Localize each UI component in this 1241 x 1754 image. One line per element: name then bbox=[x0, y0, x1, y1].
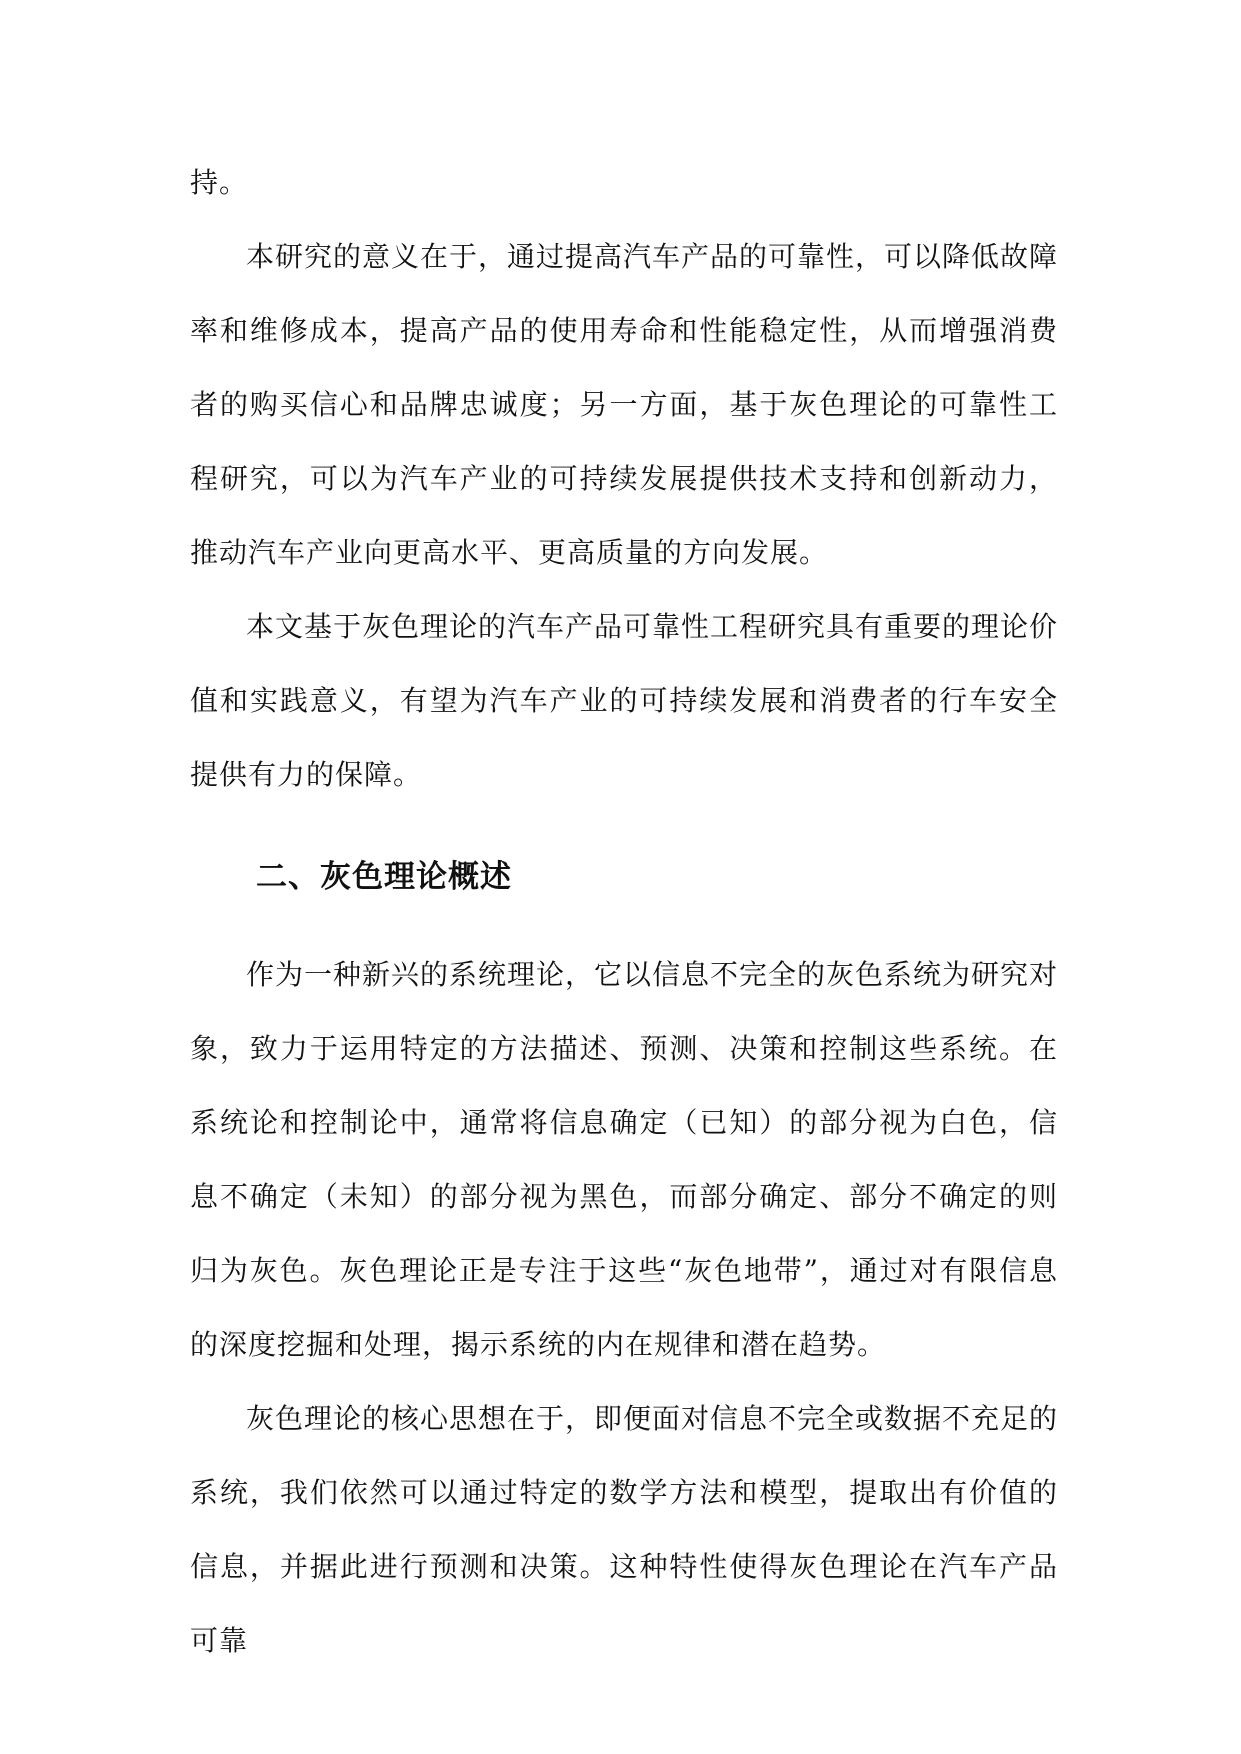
section-heading: 二、灰色理论概述 bbox=[256, 859, 512, 895]
paragraph-value: 本文基于灰色理论的汽车产品可靠性工程研究具有重要的理论价值和实践意义，有望为汽车产业的可持续发展和消费者的行车安全提供有力的保障。 bbox=[190, 610, 1059, 791]
paragraph-significance: 本研究的意义在于，通过提高汽车产品的可靠性，可以降低故障率和维修成本，提高产品的使用寿命和性能稳定性，从而增强消费者的购买信心和品牌忠诚度；另一方面，基于灰色理论的可靠性工程研究，可以为汽车产业的可持续发展提供技术支持和创新动力，推动汽车产业向更高水平、更高质量的方向发展。 bbox=[190, 240, 1059, 569]
paragraph-continuation: 持。 bbox=[190, 166, 249, 199]
paragraph-grey-theory-intro: 作为一种新兴的系统理论，它以信息不完全的灰色系统为研究对象，致力于运用特定的方法描述、预测、决策和控制这些系统。在系统论和控制论中，通常将信息确定（已知）的部分视为白色，信息不确定（未知）的部分视为黑色，而部分确定、部分不确定的则归为灰色。灰色理论正是专注于这些“灰色地带”，通过对有限信息的深度挖掘和处理，揭示系统的内在规律和潜在趋势。 bbox=[190, 958, 1059, 1361]
paragraph-grey-theory-core: 灰色理论的核心思想在于，即便面对信息不完全或数据不充足的系统，我们依然可以通过特定的数学方法和模型，提取出有价值的信息，并据此进行预测和决策。这种特性使得灰色理论在汽车产品可靠 bbox=[190, 1402, 1059, 1657]
document-body bbox=[190, 146, 1058, 1678]
